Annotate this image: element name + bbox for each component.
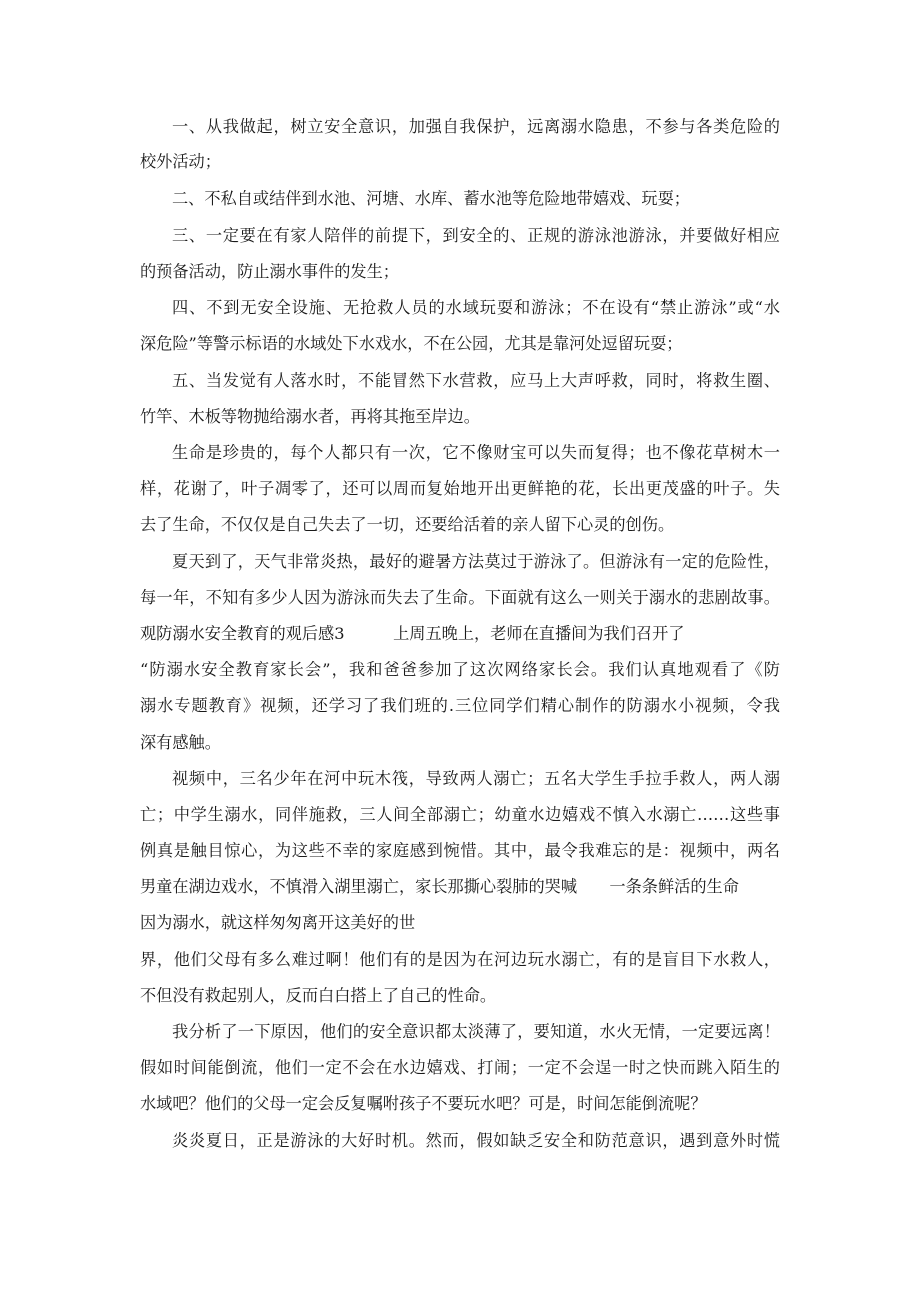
text-line: 观防溺水安全教育的观后感3 上周五晚上，老师在直播间为我们召开了 xyxy=(140,624,685,643)
text-line: 三、一定要在有家人陪伴的前提下，到安全的、正规的游泳池游泳，并要做好相应 xyxy=(172,226,780,245)
text-line: 生命是珍贵的，每个人都只有一次，它不像财宝可以失而复得；也不像花草树木一 xyxy=(172,443,780,462)
text-line: 深危险”等警示标语的水域处下水戏水，不在公园，尤其是靠河处逗留玩耍； xyxy=(140,334,683,353)
text-line: 一、从我做起，树立安全意识，加强自我保护，远离溺水隐患，不参与各类危险的 xyxy=(172,117,780,136)
text-line: 亡；中学生溺水，同伴施救，三人间全部溺亡；幼童水边嬉戏不慎入水溺亡……这些事 xyxy=(140,805,780,824)
text-line: 视频中，三名少年在河中玩木筏，导致两人溺亡；五名大学生手拉手救人，两人溺 xyxy=(172,769,780,788)
text-line: “防溺水安全教育家长会”，我和爸爸参加了这次网络家长会。我们认真地观看了《防 xyxy=(140,660,780,679)
text-line: 男童在湖边戏水，不慎滑入湖里溺亡，家长那撕心裂肺的哭喊 一条条鲜活的生命 xyxy=(140,877,739,896)
text-line: 不但没有救起别人，反而白白搭上了自己的性命。 xyxy=(140,986,497,1005)
text-line: 我分析了一下原因，他们的安全意识都太淡薄了，要知道，水火无情，一定要远离！ xyxy=(172,1022,780,1041)
text-line: 水域吧？他们的父母一定会反复嘱咐孩子不要玩水吧？可是，时间怎能倒流呢？ xyxy=(140,1094,707,1113)
text-line: 炎炎夏日，正是游泳的大好时机。然而，假如缺乏安全和防范意识，遇到意外时慌 xyxy=(172,1131,780,1150)
text-line: 校外活动； xyxy=(140,152,221,171)
text-line: 样，花谢了，叶子凋零了，还可以周而复始地开出更鲜艳的花，长出更茂盛的叶子。失 xyxy=(140,479,780,498)
text-line: 竹竿、木板等物抛给溺水者，再将其拖至岸边。 xyxy=(140,407,480,426)
text-line: 界，他们父母有多么难过啊！他们有的是因为在河边玩水溺亡，有的是盲目下水救人， xyxy=(140,950,780,969)
text-line: 因为溺水，就这样匆匆离开这美好的世 xyxy=(140,913,416,932)
text-line: 例真是触目惊心，为这些不幸的家庭感到惋惜。其中，最令我难忘的是：视频中，两名 xyxy=(140,841,780,860)
text-line: 溺水专题教育》视频，还学习了我们班的.三位同学们精心制作的防溺水小视频，令我 xyxy=(140,696,780,715)
text-line: 五、当发觉有人落水时，不能冒然下水营救，应马上大声呼救，同时，将救生圈、 xyxy=(172,371,780,390)
text-line: 四、不到无安全设施、无抢救人员的水域玩耍和游泳；不在设有“禁止游泳”或“水 xyxy=(172,298,780,317)
text-line: 的预备活动，防止溺水事件的发生； xyxy=(140,262,399,281)
text-line: 每一年，不知有多少人因为游泳而失去了生命。下面就有这么一则关于溺水的悲剧故事。 xyxy=(140,588,780,607)
text-line: 假如时间能倒流，他们一定不会在水边嬉戏、打闹；一定不会逞一时之快而跳入陌生的 xyxy=(140,1058,780,1077)
text-line: 二、不私自或结伴到水池、河塘、水库、蓄水池等危险地带嬉戏、玩耍； xyxy=(172,189,690,208)
text-line: 深有感触。 xyxy=(140,733,221,752)
text-line: 夏天到了，天气非常炎热，最好的避暑方法莫过于游泳了。但游泳有一定的危险性， xyxy=(172,552,780,571)
text-line: 去了生命，不仅仅是自己失去了一切，还要给活着的亲人留下心灵的创伤。 xyxy=(140,515,675,534)
